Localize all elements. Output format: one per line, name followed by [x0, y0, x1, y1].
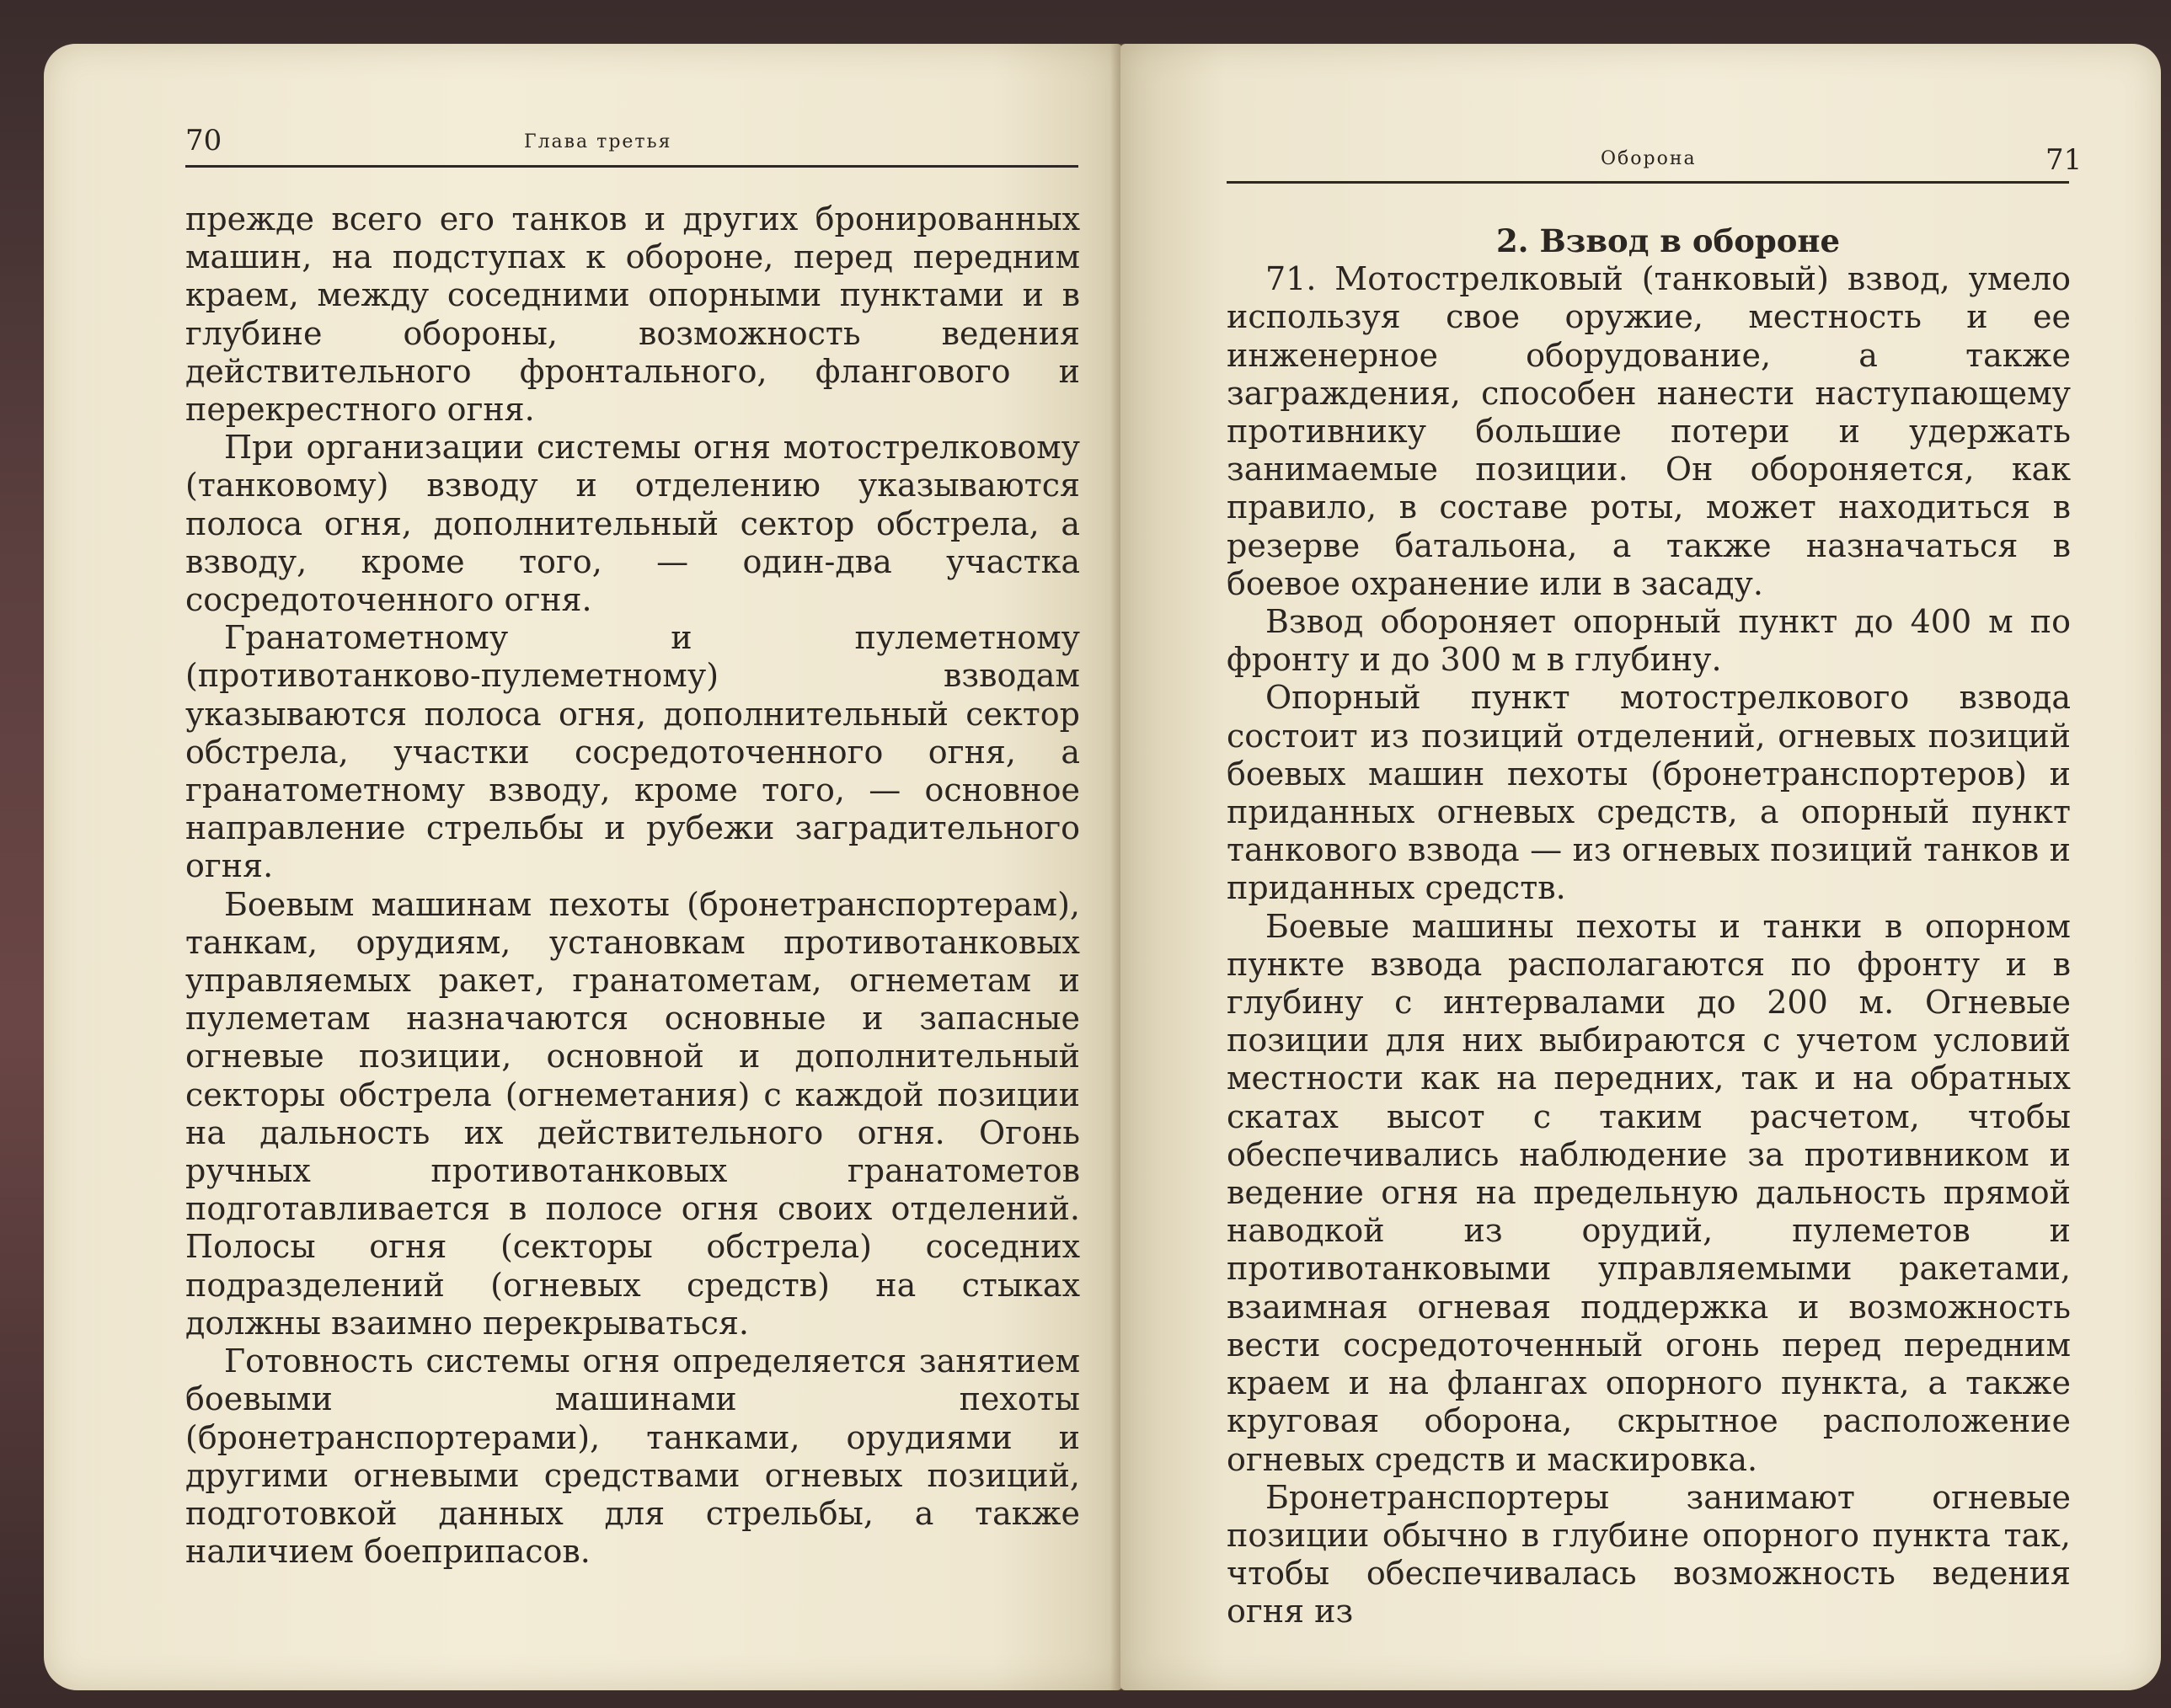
- paragraph: Взвод обороняет опорный пункт до 400 м по фронту и до 300 м в глубину.: [1227, 603, 2071, 679]
- paragraph: 71. Мотострелковый (танковый) взвод, умело используя свое оружие, местность и ее инженерное оборудование, а также заграждения, способен нанести наступающему противнику большие потери и удержать занимаемые позиции. Он обороняется, как правило, в составе роты, может находиться в резерве батальона, а также назначаться в боевое охранение или в засаду.: [1227, 260, 2071, 602]
- header-rule-left: [185, 165, 1078, 168]
- paragraph: Опорный пункт мотострелкового взвода состоит из позиций отделений, огневых позиций боевых машин пехоты (бронетранспортеров) и приданных огневых средств, а опорный пункт танкового взвода — из огневых позиций танков и приданных средств.: [1227, 679, 2071, 907]
- paragraph: Боевые машины пехоты и танки в опорном пункте взвода располагаются по фронту и в глубину с интервалами до 200 м. Огневые позиции для них выбираются с учетом условий местности как на передних, так и на обратных скатах высот с таким расчетом, чтобы обеспечивались наблюдение за противником и ведение огня на предельную дальность прямой наводкой из орудий, пулеметов и противотанковыми управляемыми ракетами, взаимная огневая поддержка и возможность вести сосредоточенный огонь перед передним краем и на флангах опорного пункта, а также круговая оборона, скрытное расположение огневых средств и маскировка.: [1227, 907, 2071, 1478]
- section-heading: 2. Взвод в обороне: [1495, 222, 1841, 259]
- left-page-body: [185, 200, 1080, 1571]
- running-title-left: Глава третья: [524, 131, 672, 152]
- paragraph: Бронетранспортеры занимают огневые позиции обычно в глубине опорного пункта так, чтобы обеспечивалась возможность ведения огня из: [1227, 1478, 2071, 1631]
- header-rule-right: [1227, 181, 2069, 184]
- paragraph: Боевым машинам пехоты (бронетранспортерам), танкам, орудиям, установкам противотанковых управляемых ракет, гранатометам, огнеметам и пулеметам назначаются основные и запасные огневые позиции, основной и дополнительный секторы обстрела (огнеметания) с каждой позиции на дальность их действительного огня. Огонь ручных противотанковых гранатометов подготавливается в полосе огня своих отделений. Полосы огня (секторы обстрела) соседних подразделений (огневых средств) на стыках должны взаимно перекрываться.: [185, 885, 1080, 1342]
- paragraph: Гранатометному и пулеметному (противотанково-пулеметному) взводам указываются полоса огня, дополнительный сектор обстрела, участки сосредоточенного огня, а гранатометному взводу, кроме того, — основное направление стрельбы и рубежи заградительного огня.: [185, 619, 1080, 885]
- page-number-right: 71: [2045, 143, 2083, 177]
- left-page: [44, 44, 1122, 1690]
- right-page-body: [1227, 222, 2071, 1631]
- page-number-left: 70: [185, 124, 222, 157]
- running-title-right: Оборона: [1601, 148, 1697, 169]
- paragraph: Готовность системы огня определяется занятием боевыми машинами пехоты (бронетранспортерами), танками, орудиями и другими огневыми средствами огневых позиций, подготовкой данных для стрельбы, а также наличием боеприпасов.: [185, 1342, 1080, 1571]
- paragraph: При организации системы огня мотострелковому (танковому) взводу и отделению указываются полоса огня, дополнительный сектор обстрела, а взводу, кроме того, — один-два участка сосредоточенного огня.: [185, 429, 1080, 619]
- paragraph: прежде всего его танков и других бронированных машин, на подступах к обороне, перед передним краем, между соседними опорными пунктами и в глубине обороны, возможность ведения действительного фронтального, флангового и перекрестного огня.: [185, 200, 1080, 429]
- right-page: [1120, 44, 2161, 1690]
